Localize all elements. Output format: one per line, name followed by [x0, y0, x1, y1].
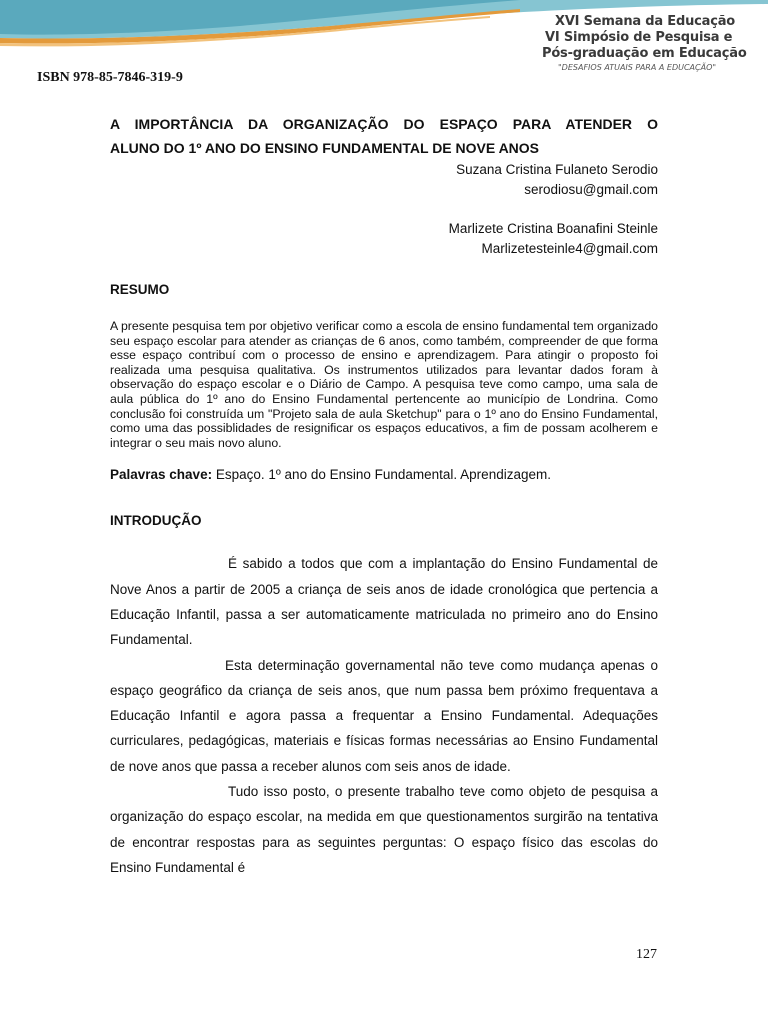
event-title-line-1: XVI Semana da Educação [555, 14, 736, 29]
keywords-label: Palavras chave: [110, 467, 213, 483]
abstract-text: A presente pesquisa tem por objetivo verificar como a escola de ensino fundamental tem organizado seu espaço escolar para atender as crianças de 6 anos, como também, compreender de que forma esse espaço contribuí com o processo de ensino e aprendizagem. Para atingir o proposto foi realizada uma pesquisa qualitativa. Os instrumentos utilizados para levantar dados foram à observação do espaço escolar e o Diário de Campo. A pesquisa teve como campo, uma sala de aula pública do 1º ano do Ensino Fundamental pertencente ao município de Londrina. Como conclusão foi construída um "Projeto sala de aula Sketchup" para o 1º ano do Ensino Fundamental, como uma das possiblidades de resignificar os espaços educativos, a fim de possam acolherem e integrar o seu mais novo aluno. [110, 319, 658, 450]
intro-paragraph-3: Tudo isso posto, o presente trabalho teve como objeto de pesquisa a organização do espaço escolar, na medida em que questionamentos surgirão na tentativa de encontrar respostas para as seguintes perguntas: O espaço físico das escolas do Ensino Fundamental é [110, 784, 658, 875]
author-email: Marlizetesteinle4@gmail.com [481, 241, 658, 256]
title-line-2: ALUNO DO 1º ANO DO ENSINO FUNDAMENTAL DE NOVE ANOS [110, 140, 540, 156]
event-branding [542, 14, 747, 73]
author-name: Suzana Cristina Fulaneto Serodio [456, 162, 658, 177]
author-block [110, 160, 658, 259]
keywords-line [110, 466, 658, 484]
author-name: Marlizete Cristina Boanafini Steinle [448, 221, 658, 236]
isbn-label: ISBN 978-85-7846-319-9 [37, 70, 183, 85]
introduction-heading: INTRODUÇÃO [110, 513, 202, 529]
keywords-value: Espaço. 1º ano do Ensino Fundamental. Aprendizagem. [212, 467, 551, 483]
title-line-1: A IMPORTÂNCIA DA ORGANIZAÇÃO DO ESPAÇO PARA ATENDER O [110, 116, 658, 132]
page-number: 127 [636, 947, 657, 962]
event-tagline: "DESAFIOS ATUAIS PARA A EDUCAÇÃO" [558, 63, 717, 72]
author-email: serodiosu@gmail.com [524, 182, 658, 197]
intro-paragraph-2: Esta determinação governamental não teve como mudança apenas o espaço geográfico da criança de seis anos, que num passa bem próximo frequentava a Educação Infantil e agora passa a frequentar a Ensino Fundamental. Adequações curriculares, pedagógicas, materiais e físicas formas necessárias ao Ensino Fundamental de nove anos que passa a receber alunos com seis anos de idade. [110, 657, 658, 774]
event-title-line-2: VI Simpósio de Pesquisa e [545, 30, 733, 45]
resumo-heading: RESUMO [110, 282, 170, 297]
event-title-line-3: Pós-graduação em Educação [542, 46, 747, 61]
paper-content [110, 112, 658, 880]
paper-title [110, 112, 658, 160]
intro-paragraph-1: É sabido a todos que com a implantação do Ensino Fundamental de Nove Anos a partir de 2005 a criança de seis anos de idade cronológica que pertencia a Educação Infantil, passa a ser automaticamente matriculada no primeiro ano do Ensino Fundamental. [110, 556, 658, 648]
